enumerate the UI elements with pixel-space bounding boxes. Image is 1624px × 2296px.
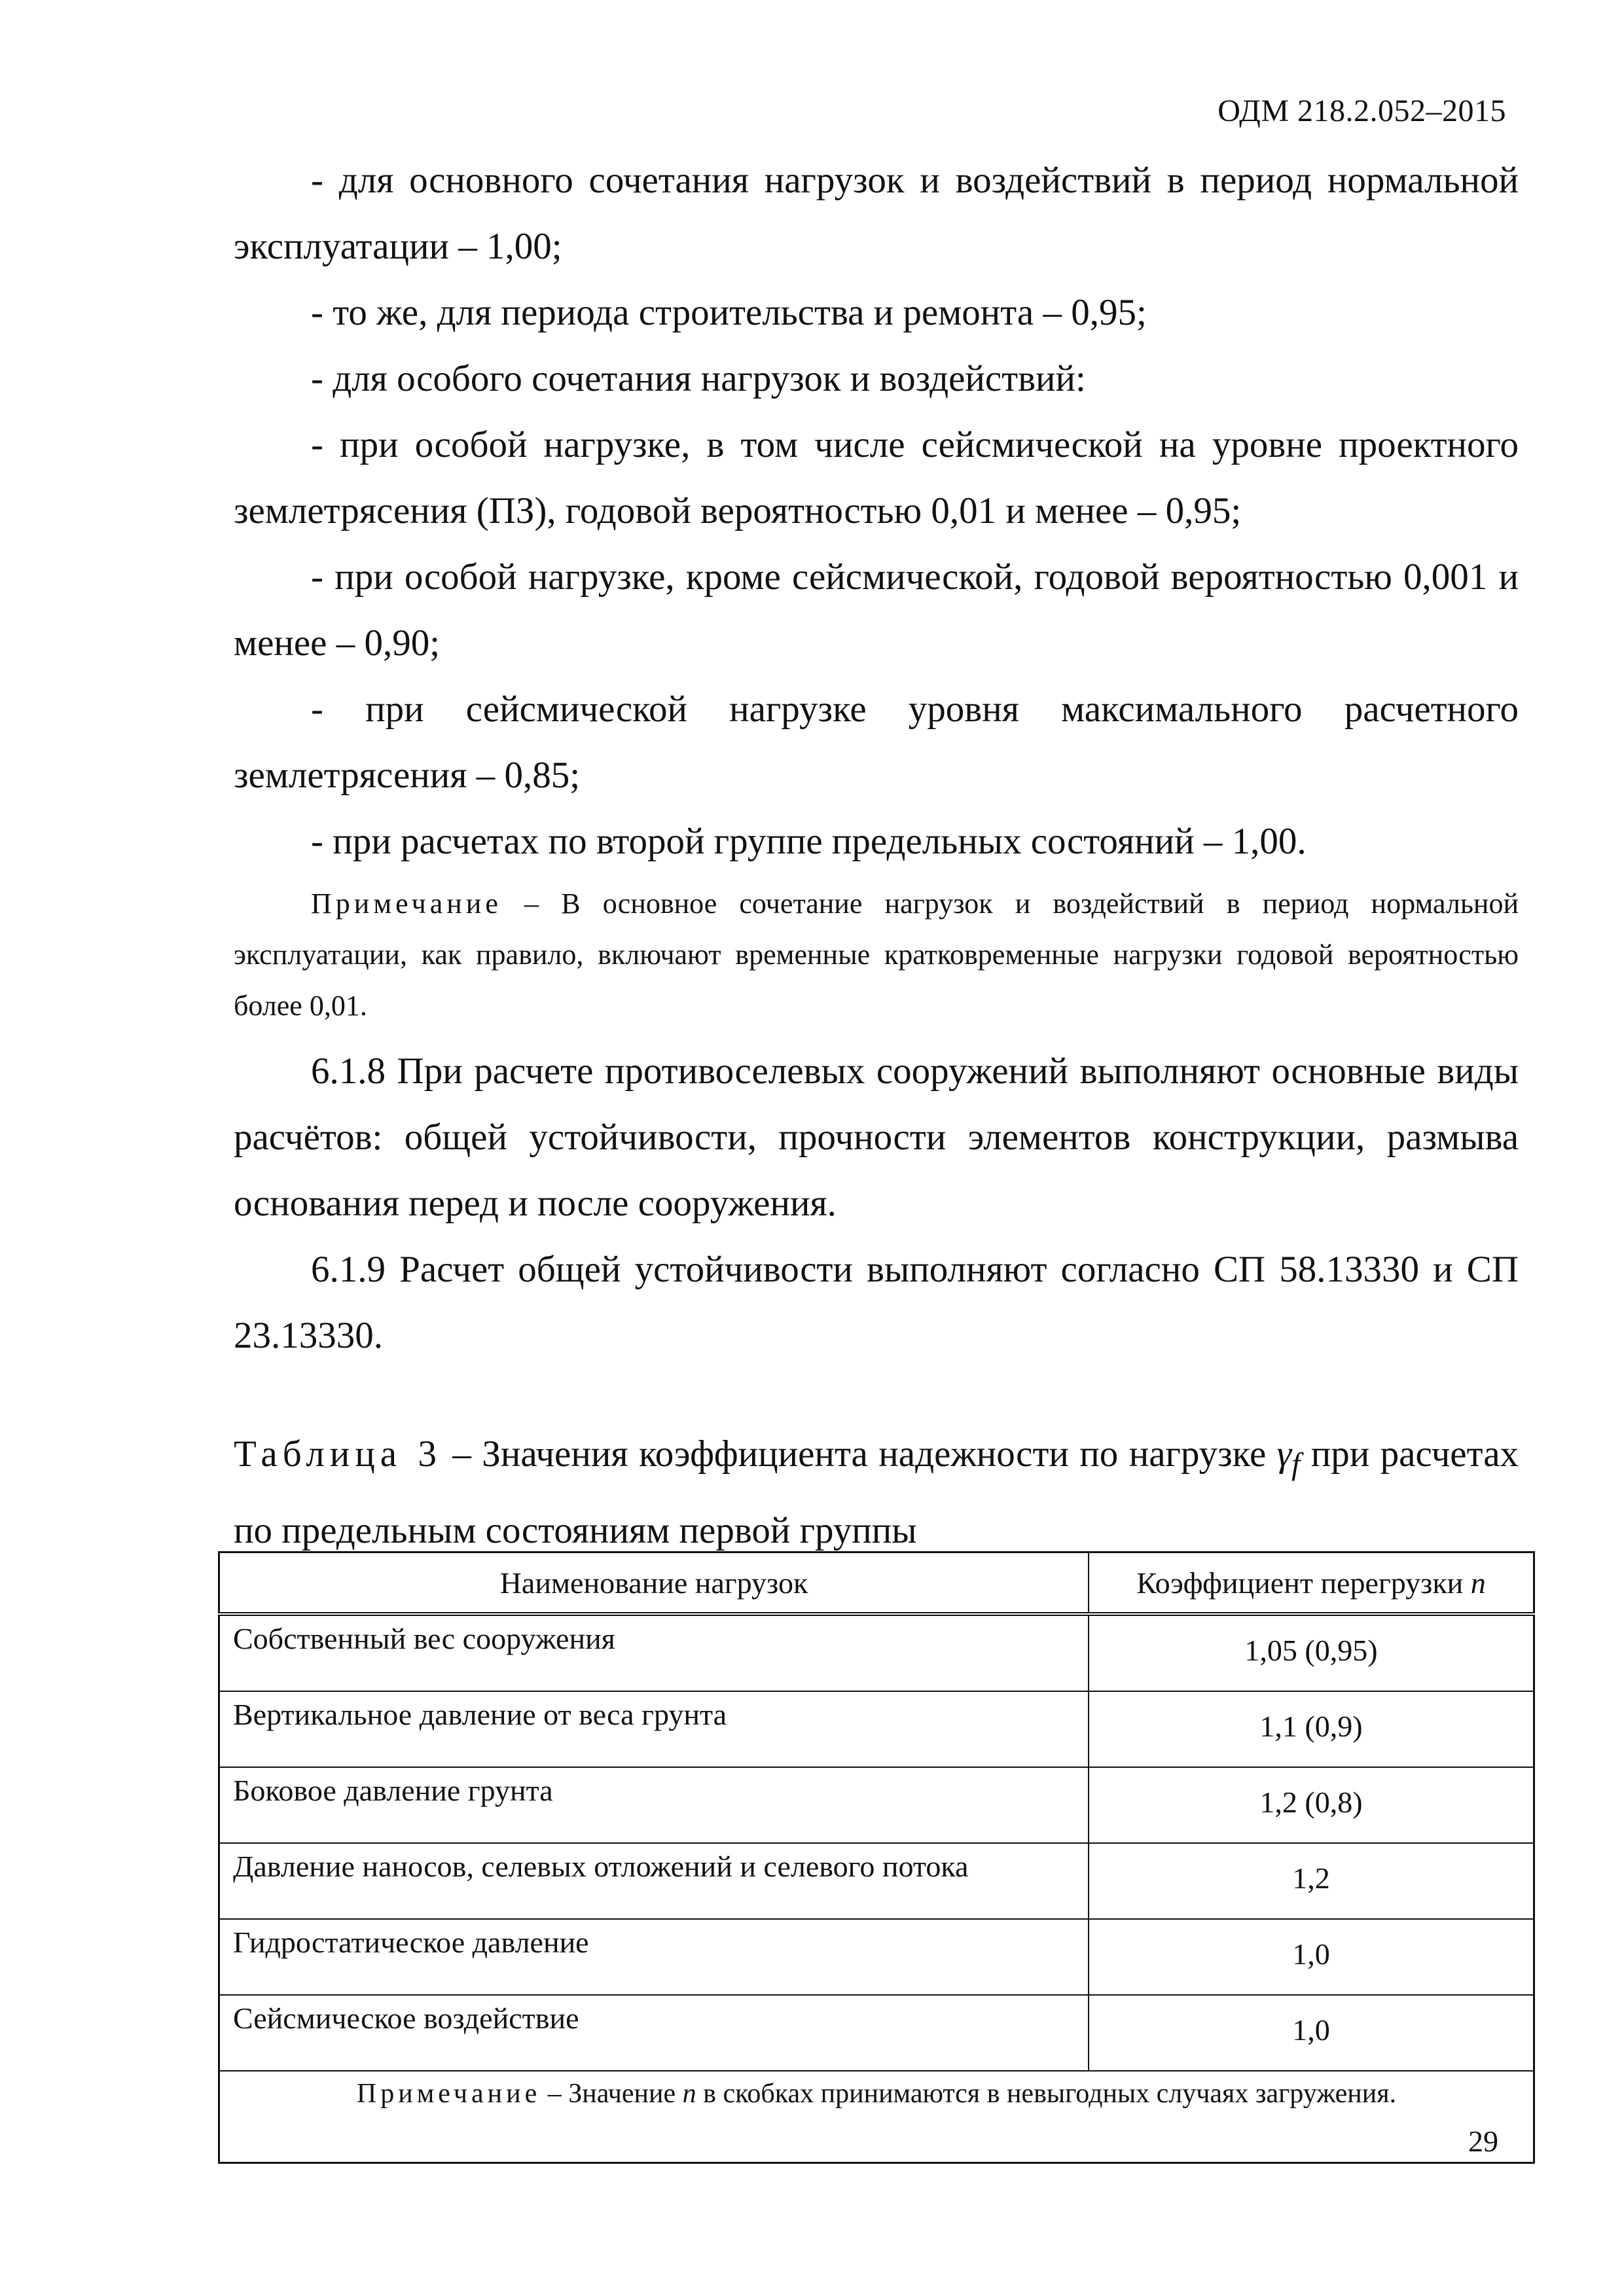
table-note	[219, 2071, 1534, 2163]
table-row	[219, 1995, 1534, 2071]
note-text: – В основное сочетание нагрузок и воздействий в период нормальной эксплуатации, как правило, включают временные кратковременные нагрузки годовой вероятностью более 0,01.	[234, 888, 1519, 1022]
table-caption-label: Таблица 3	[234, 1433, 442, 1475]
header-load-name: Наименование нагрузок	[219, 1552, 1089, 1615]
table-note-label: Примечание	[356, 2079, 541, 2109]
row-factor-value: 1,05 (0,95)	[1089, 1614, 1534, 1691]
row-factor-value: 1,0	[1089, 1995, 1534, 2071]
table-header-row	[219, 1552, 1534, 1615]
row-factor-value: 1,2	[1089, 1843, 1534, 1919]
gamma-subscript: f	[1291, 1447, 1301, 1482]
row-load-name: Давление наносов, селевых отложений и селевого потока	[219, 1843, 1089, 1919]
table-row	[219, 1691, 1534, 1767]
header-overload-factor-label: Коэффициент перегрузки	[1136, 1566, 1471, 1600]
page-number: 29	[1468, 2125, 1498, 2158]
document-code-header: ОДМ 218.2.052–2015	[1218, 94, 1506, 128]
paragraph-second-group: - при расчетах по второй группе предельных состояний – 1,00.	[311, 821, 1307, 862]
row-factor-value: 1,1 (0,9)	[1089, 1691, 1534, 1767]
clause-6-1-9: 6.1.9 Расчет общей устойчивости выполняют согласно СП 58.13330 и СП 23.13330.	[234, 1249, 1519, 1356]
table-caption-text-end: при расчетах по предельным состояниям первой группы	[234, 1433, 1519, 1552]
table-row	[219, 1614, 1534, 1691]
note-paragraph	[234, 878, 1519, 1031]
gamma-symbol: γ	[1276, 1433, 1292, 1475]
paragraph-max-earthquake: - при сейсмической нагрузке уровня максимального расчетного землетрясения – 0,85;	[234, 689, 1519, 796]
header-n-symbol: n	[1470, 1566, 1486, 1600]
row-factor-value: 1,0	[1089, 1919, 1534, 1995]
spacer	[234, 1369, 1519, 1421]
row-load-name: Собственный вес сооружения	[219, 1614, 1089, 1691]
table-row	[219, 1843, 1534, 1919]
row-load-name: Вертикальное давление от веса грунта	[219, 1691, 1089, 1767]
header-overload-factor	[1089, 1552, 1534, 1615]
row-factor-value: 1,2 (0,8)	[1089, 1767, 1534, 1843]
body-text	[234, 147, 1519, 1564]
paragraph-special-non-seismic: - при особой нагрузке, кроме сейсмической, годовой вероятностью 0,001 и менее – 0,90;	[234, 556, 1519, 664]
paragraph-seismic-pz: - при особой нагрузке, в том числе сейсмической на уровне проектного землетрясения (ПЗ), годовой вероятностью 0,01 и менее – 0,95;	[234, 424, 1519, 531]
table-note-n-symbol: n	[682, 2079, 696, 2109]
row-load-name: Сейсмическое воздействие	[219, 1995, 1089, 2071]
row-load-name: Гидростатическое давление	[219, 1919, 1089, 1995]
table-note-text-pre: – Значение	[541, 2079, 683, 2109]
note-label: Примечание	[311, 888, 502, 920]
table-caption	[234, 1421, 1519, 1564]
table-caption-text: – Значения коэффициента надежности по нагрузке	[441, 1433, 1277, 1475]
table-note-row	[219, 2071, 1534, 2163]
row-load-name: Боковое давление грунта	[219, 1767, 1089, 1843]
table-note-text-post: в скобках принимаются в невыгодных случаях загружения.	[696, 2079, 1397, 2109]
table-row	[219, 1767, 1534, 1843]
load-factor-table	[218, 1551, 1535, 2164]
paragraph-special-combination: - для особого сочетания нагрузок и воздействий:	[311, 358, 1086, 399]
clause-6-1-8: 6.1.8 При расчете противоселевых сооружений выполняют основные виды расчётов: общей устойчивости, прочности элементов конструкции, размыва основания перед и после сооружения.	[234, 1050, 1519, 1224]
paragraph-construction-period: - то же, для периода строительства и ремонта – 0,95;	[311, 292, 1147, 333]
paragraph-basic-combination: - для основного сочетания нагрузок и воздействий в период нормальной эксплуатации – 1,00;	[234, 160, 1519, 267]
table-row	[219, 1919, 1534, 1995]
